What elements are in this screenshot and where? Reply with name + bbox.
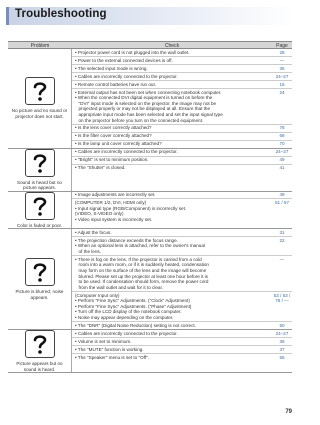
check-text: • When an optional lens is attached, refer to the owner's manual bbox=[75, 243, 205, 249]
check-text: from the wall outlet and wait for it to clear. bbox=[78, 284, 164, 290]
check-text: • Cables are incorrectly connected to the projector. bbox=[75, 149, 178, 155]
check-text: • When the connected DVI digital equipment is turned on before the bbox=[75, 95, 213, 101]
check-cell bbox=[72, 322, 272, 329]
check-text: (VIDEO, S-VIDEO only) bbox=[75, 211, 124, 217]
check-text: "DVI" input mode is selected on the projector, the image may not be bbox=[78, 100, 217, 106]
problem-label: No picture and no sound or projector does not start. bbox=[11, 108, 68, 119]
check-text: blurred. Please set up the projector at least one hour before it is bbox=[78, 273, 208, 279]
check-text: • Is the lens cover correctly attached? bbox=[75, 125, 152, 131]
page-reference-link[interactable]: 37 bbox=[279, 346, 285, 352]
check-text: on the projector before you turn on the connected equipment. bbox=[78, 117, 204, 123]
problem-cell bbox=[8, 330, 72, 372]
table-row bbox=[72, 133, 292, 141]
table-row bbox=[72, 256, 292, 292]
table-row bbox=[72, 49, 292, 57]
check-cell bbox=[72, 149, 272, 156]
check-cell bbox=[72, 237, 272, 255]
check-text: • Cables are incorrectly connected to the projector. bbox=[75, 330, 178, 336]
check-text: • Video input system is incorrectly set. bbox=[75, 216, 153, 222]
check-text: • Power to the external connected devices is off. bbox=[75, 57, 173, 63]
problem-cell bbox=[8, 49, 72, 148]
check-text: • Is the filter cover correctly attached? bbox=[75, 133, 152, 139]
check-cell bbox=[72, 346, 272, 353]
check-text: • Remote control batteries have run out. bbox=[75, 81, 157, 87]
question-mark-icon bbox=[25, 330, 55, 358]
check-text: • Input signal type (RGB/Component) is incorrectly set. bbox=[75, 205, 187, 211]
check-cell bbox=[72, 338, 272, 345]
question-mark-icon bbox=[25, 77, 55, 105]
check-cell bbox=[72, 133, 272, 140]
check-cell bbox=[72, 157, 272, 164]
check-text: • Volume is set to minimum. bbox=[75, 338, 132, 344]
table-row bbox=[72, 149, 292, 157]
problem-group bbox=[8, 192, 292, 229]
problem-cell bbox=[8, 192, 72, 228]
table-row bbox=[72, 354, 292, 361]
page-reference-link[interactable]: 55 bbox=[279, 354, 285, 360]
check-text: • The projection distance exceeds the focus range. bbox=[75, 237, 178, 243]
check-list bbox=[72, 330, 292, 372]
table-row bbox=[72, 346, 292, 354]
check-text: • Projector power cord is not plugged into the wall outlet. bbox=[75, 49, 190, 55]
table-row bbox=[72, 322, 292, 329]
page-reference-link[interactable]: 31 bbox=[279, 229, 285, 235]
page-reference-link[interactable]: 24 bbox=[279, 89, 285, 95]
check-cell bbox=[72, 57, 272, 64]
check-text: • Perform "Fine Sync" Adjustments. ("Clock" Adjustment) bbox=[75, 298, 190, 304]
page-reference-link[interactable]: 22 bbox=[279, 237, 285, 243]
table-header bbox=[8, 41, 292, 49]
check-text: projected properly or may not be displayed at all. Ensure that the bbox=[78, 106, 211, 112]
table-row bbox=[72, 141, 292, 148]
check-text: to be used. If condensation should form, remove the power cord bbox=[78, 279, 209, 285]
table-row bbox=[72, 338, 292, 346]
check-text: • The selected input mode is wrong. bbox=[75, 65, 148, 71]
page-reference-link[interactable]: — bbox=[279, 57, 285, 63]
table-row bbox=[72, 57, 292, 65]
header-problem: Problem bbox=[30, 43, 50, 49]
page-reference-link[interactable]: 41 bbox=[279, 165, 285, 171]
problem-group bbox=[8, 330, 292, 373]
table-row bbox=[72, 192, 292, 200]
check-list bbox=[72, 49, 292, 148]
page-number: 79 bbox=[285, 409, 292, 415]
check-text: • Cables are incorrectly connected to the projector. bbox=[75, 73, 178, 79]
page-reference-link[interactable]: 28 bbox=[279, 49, 285, 55]
page-reference-link[interactable]: 53 / 53 / 76 / — bbox=[273, 292, 291, 304]
check-text: • Image adjustments are incorrectly set. bbox=[75, 192, 156, 198]
check-list bbox=[72, 192, 292, 228]
header-page: Page bbox=[276, 43, 288, 49]
question-mark-icon bbox=[25, 192, 55, 220]
check-text: • Turn off the LCD display of the notebook computer. bbox=[75, 309, 182, 315]
check-text: appropriate input mode has been selected and set the input signal type bbox=[78, 111, 223, 117]
check-cell bbox=[72, 125, 272, 132]
page-reference-link[interactable]: 78 bbox=[279, 125, 285, 131]
check-cell bbox=[72, 292, 272, 321]
check-cell bbox=[72, 141, 272, 148]
check-cell bbox=[72, 89, 272, 124]
check-cell bbox=[72, 256, 272, 291]
table-row bbox=[72, 229, 292, 237]
check-text: • Is the lamp unit cover correctly attached? bbox=[75, 141, 162, 147]
check-cell bbox=[72, 330, 272, 337]
check-text: • The "Shutter" is closed. bbox=[75, 165, 126, 171]
check-cell bbox=[72, 73, 272, 80]
page-title: Troubleshooting bbox=[15, 8, 107, 20]
check-text: (Computer Input only) bbox=[75, 292, 120, 298]
check-text: • External output has not been set when connecting notebook computer. bbox=[75, 89, 222, 95]
check-text: • The "MUTE" function is working. bbox=[75, 346, 144, 352]
check-cell bbox=[72, 192, 272, 199]
problem-group bbox=[8, 149, 292, 192]
check-text: • Perform "Fine Sync" Adjustments. ("Phase" Adjustment) bbox=[75, 303, 192, 309]
check-text: • There is fog on the lens. If the projector is carried from a cold bbox=[75, 256, 202, 262]
question-mark-icon bbox=[25, 258, 55, 286]
check-list bbox=[72, 229, 292, 329]
check-text: of the lens. bbox=[78, 248, 101, 254]
troubleshooting-table bbox=[8, 41, 292, 373]
question-mark-icon bbox=[25, 149, 55, 177]
table-row bbox=[72, 73, 292, 81]
page-reference-link[interactable]: — bbox=[279, 256, 285, 262]
page-reference-link[interactable]: 50 bbox=[279, 323, 285, 328]
check-cell bbox=[72, 199, 272, 223]
table-row bbox=[72, 237, 292, 256]
check-cell bbox=[72, 81, 272, 88]
problem-label: Sound is heard but no picture appears. bbox=[17, 179, 62, 191]
page-reference-link[interactable]: 70 bbox=[279, 141, 285, 147]
page-reference-link[interactable]: 16 bbox=[279, 81, 285, 87]
page-reference-link[interactable]: 68 bbox=[279, 133, 285, 139]
problem-label: Picture is blurred; noise appears. bbox=[15, 289, 64, 300]
table-row bbox=[72, 292, 292, 322]
page-reference-link[interactable]: 24–27 bbox=[275, 73, 289, 79]
problem-group bbox=[8, 229, 292, 330]
page-reference-link[interactable]: 49 bbox=[279, 192, 285, 198]
check-text: may form on the surface of the lens and the image will become bbox=[78, 267, 207, 273]
page-reference-link[interactable]: 36 bbox=[279, 65, 285, 71]
table-row bbox=[72, 157, 292, 165]
problem-label: Picture appears but no sound is heard. bbox=[16, 361, 63, 372]
table-row bbox=[72, 199, 292, 223]
problem-cell bbox=[8, 229, 72, 329]
problem-label: Color is faded or poor. bbox=[16, 222, 63, 228]
table-row bbox=[72, 89, 292, 125]
page-reference-link[interactable]: 49 bbox=[279, 157, 285, 163]
check-list bbox=[72, 149, 292, 191]
problem-cell bbox=[8, 149, 72, 191]
check-cell bbox=[72, 354, 272, 361]
check-text: room into a warm room, or if it is suddenly heated, condensation bbox=[78, 262, 209, 268]
table-row bbox=[72, 65, 292, 73]
check-text: • The "DNR" (Digital Noise Reduction) setting is not correct. bbox=[75, 323, 196, 328]
table-row bbox=[72, 125, 292, 133]
table-row bbox=[72, 165, 292, 172]
header-check: Check bbox=[164, 43, 180, 49]
check-cell bbox=[72, 65, 272, 72]
check-text: (COMPUTER 1/2, DVI, HDMI only) bbox=[75, 200, 147, 206]
check-text: • The "Speaker" menu is set to "Off". bbox=[75, 354, 150, 360]
title-bar bbox=[6, 7, 294, 25]
check-text: • "Bright" is set to minimum position. bbox=[75, 157, 149, 163]
page-reference-link[interactable]: 24–27 bbox=[275, 149, 289, 155]
page-reference-link[interactable]: 24–27 bbox=[275, 330, 289, 336]
problem-group bbox=[8, 49, 292, 149]
table-body bbox=[8, 49, 292, 373]
check-cell bbox=[72, 229, 272, 236]
check-cell bbox=[72, 49, 272, 56]
table-row bbox=[72, 330, 292, 338]
check-text: • Noise may appear depending on the computer. bbox=[75, 315, 174, 321]
check-cell bbox=[72, 165, 272, 172]
page-reference-link[interactable]: 51 / 57 bbox=[274, 200, 290, 206]
check-text: • Adjust the focus. bbox=[75, 229, 112, 235]
page-reference-link[interactable]: 36 bbox=[279, 338, 285, 344]
table-row bbox=[72, 81, 292, 89]
